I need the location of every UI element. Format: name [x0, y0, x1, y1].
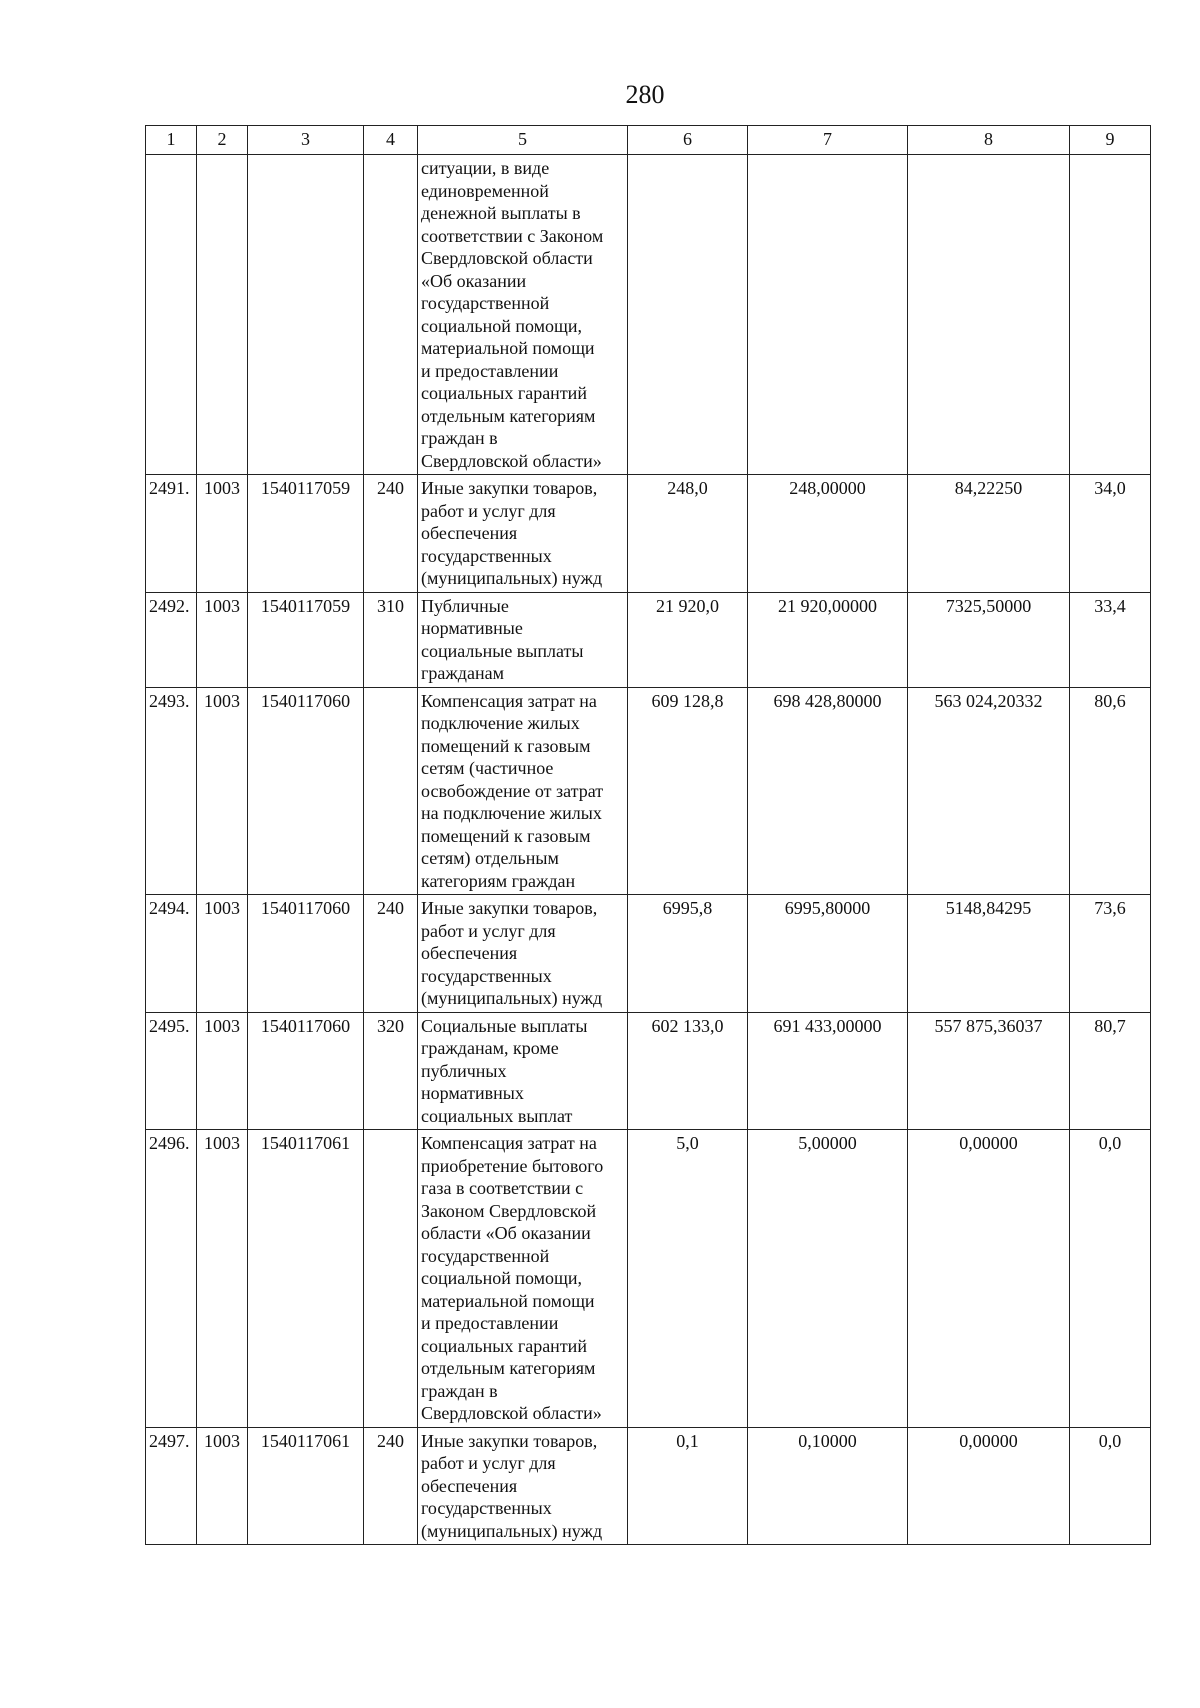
- executed-amount: 0,00000: [908, 1427, 1070, 1545]
- executed-amount: 557 875,36037: [908, 1012, 1070, 1130]
- expense-type-code: 320: [364, 1012, 418, 1130]
- description-line: социальные выплаты: [421, 640, 584, 661]
- execution-percent: 0,0: [1070, 1427, 1151, 1545]
- description-line: освобождение от затрат: [421, 780, 604, 801]
- column-header: 3: [248, 126, 364, 155]
- description-line: обеспечения: [421, 1475, 518, 1496]
- empty-cell: [146, 155, 197, 475]
- row-number: 2493.: [146, 687, 197, 895]
- column-header: 7: [748, 126, 908, 155]
- description-line: (муниципальных) нужд: [421, 988, 603, 1008]
- description-line: государственных: [421, 1498, 552, 1518]
- description-line: государственной: [421, 293, 550, 313]
- description-line: (муниципальных) нужд: [421, 568, 603, 588]
- description-line: граждан в: [421, 428, 498, 448]
- section-code: 1003: [197, 475, 248, 593]
- description-line: материальной помощи: [421, 1290, 595, 1311]
- budget-table: [145, 125, 1151, 1545]
- row-number: 2492.: [146, 592, 197, 687]
- continuation-row: [146, 155, 1151, 475]
- executed-amount: 0,00000: [908, 1130, 1070, 1428]
- expense-type-code: [364, 687, 418, 895]
- description-line: сетям (частичное: [421, 758, 554, 778]
- description-line: работ и услуг для: [421, 920, 556, 941]
- description-line: категориям граждан: [421, 870, 576, 891]
- description-line: Законом Свердловской: [421, 1200, 597, 1221]
- description-line: гражданам, кроме: [421, 1038, 559, 1058]
- description-cell: [418, 592, 628, 687]
- executed-amount: 84,22250: [908, 475, 1070, 593]
- executed-amount: 7325,50000: [908, 592, 1070, 687]
- description-line: Свердловской области»: [421, 1403, 602, 1423]
- section-code: 1003: [197, 1012, 248, 1130]
- description-cell: [418, 895, 628, 1013]
- execution-percent: 33,4: [1070, 592, 1151, 687]
- table-row: [146, 475, 1151, 593]
- target-article-code: 1540117060: [248, 1012, 364, 1130]
- description-line: Компенсация затрат на: [421, 1133, 597, 1153]
- empty-cell: [364, 155, 418, 475]
- description-cell: [418, 1427, 628, 1545]
- description-line: государственных: [421, 545, 552, 566]
- description-line: материальной помощи: [421, 338, 595, 358]
- planned-amount: 21 920,0: [628, 592, 748, 687]
- section-code: 1003: [197, 1130, 248, 1428]
- description-line: Свердловской области»: [421, 450, 602, 471]
- planned-amount: 609 128,8: [628, 687, 748, 895]
- description-line: публичных: [421, 1060, 507, 1081]
- expense-type-code: [364, 1130, 418, 1428]
- empty-cell: [908, 155, 1070, 475]
- empty-cell: [748, 155, 908, 475]
- description-line: единовременной: [421, 180, 549, 201]
- description-line: помещений к газовым: [421, 735, 591, 756]
- description-line: денежной выплаты в: [421, 203, 581, 223]
- column-header: 2: [197, 126, 248, 155]
- description-line: Иные закупки товаров,: [421, 898, 598, 918]
- description-line: приобретение бытового: [421, 1155, 604, 1176]
- column-header: 6: [628, 126, 748, 155]
- description-line: нормативные: [421, 618, 523, 638]
- planned-amount: 0,1: [628, 1427, 748, 1545]
- section-code: 1003: [197, 1427, 248, 1545]
- description-line: нормативных: [421, 1083, 524, 1103]
- description-line: отдельным категориям: [421, 405, 596, 426]
- planned-amount: 6995,8: [628, 895, 748, 1013]
- table-row: [146, 687, 1151, 895]
- execution-percent: 80,6: [1070, 687, 1151, 895]
- execution-percent: 73,6: [1070, 895, 1151, 1013]
- executed-amount: 563 024,20332: [908, 687, 1070, 895]
- refined-amount: 5,00000: [748, 1130, 908, 1428]
- planned-amount: 5,0: [628, 1130, 748, 1428]
- empty-cell: [628, 155, 748, 475]
- refined-amount: 21 920,00000: [748, 592, 908, 687]
- description-line: социальных гарантий: [421, 1335, 587, 1356]
- description-line: обеспечения: [421, 523, 518, 543]
- target-article-code: 1540117060: [248, 895, 364, 1013]
- description-line: на подключение жилых: [421, 803, 602, 823]
- description-line: помещений к газовым: [421, 825, 591, 846]
- description-line: социальных выплат: [421, 1105, 573, 1126]
- page-number: 280: [625, 80, 665, 109]
- description-cell: [418, 1012, 628, 1130]
- description-line: Свердловской области: [421, 248, 593, 268]
- header-row: [146, 126, 1151, 155]
- table-row: [146, 1427, 1151, 1545]
- description-line: Публичные: [421, 595, 509, 616]
- expense-type-code: 240: [364, 895, 418, 1013]
- empty-cell: [248, 155, 364, 475]
- description-line: соответствии с Законом: [421, 225, 604, 246]
- row-number: 2495.: [146, 1012, 197, 1130]
- table-row: [146, 592, 1151, 687]
- empty-cell: [1070, 155, 1151, 475]
- description-line: (муниципальных) нужд: [421, 1520, 603, 1541]
- description-line: ситуации, в виде: [421, 158, 550, 178]
- description-line: и предоставлении: [421, 1313, 559, 1333]
- description-line: обеспечения: [421, 943, 518, 963]
- description-line: «Об оказании: [421, 270, 527, 291]
- row-number: 2491.: [146, 475, 197, 593]
- refined-amount: 6995,80000: [748, 895, 908, 1013]
- description-line: области «Об оказании: [421, 1223, 591, 1243]
- column-header: 4: [364, 126, 418, 155]
- description-line: социальных гарантий: [421, 383, 587, 403]
- refined-amount: 0,10000: [748, 1427, 908, 1545]
- table-row: [146, 1130, 1151, 1428]
- column-header: 9: [1070, 126, 1151, 155]
- target-article-code: 1540117060: [248, 687, 364, 895]
- planned-amount: 602 133,0: [628, 1012, 748, 1130]
- target-article-code: 1540117059: [248, 592, 364, 687]
- section-code: 1003: [197, 687, 248, 895]
- empty-cell: [197, 155, 248, 475]
- row-number: 2496.: [146, 1130, 197, 1428]
- description-line: и предоставлении: [421, 360, 559, 381]
- row-number: 2497.: [146, 1427, 197, 1545]
- execution-percent: 80,7: [1070, 1012, 1151, 1130]
- description-line: социальной помощи,: [421, 315, 583, 336]
- executed-amount: 5148,84295: [908, 895, 1070, 1013]
- refined-amount: 248,00000: [748, 475, 908, 593]
- column-header: 1: [146, 126, 197, 155]
- description-line: Иные закупки товаров,: [421, 1430, 598, 1451]
- column-header: 8: [908, 126, 1070, 155]
- target-article-code: 1540117061: [248, 1427, 364, 1545]
- refined-amount: 691 433,00000: [748, 1012, 908, 1130]
- table-body: [146, 155, 1151, 1545]
- description-line: государственных: [421, 965, 552, 986]
- table-row: [146, 895, 1151, 1013]
- description-cell: [418, 155, 628, 475]
- column-header: 5: [418, 126, 628, 155]
- refined-amount: 698 428,80000: [748, 687, 908, 895]
- row-number: 2494.: [146, 895, 197, 1013]
- planned-amount: 248,0: [628, 475, 748, 593]
- description-line: граждан в: [421, 1380, 498, 1401]
- description-cell: [418, 1130, 628, 1428]
- description-line: работ и услуг для: [421, 500, 556, 521]
- description-line: газа в соответствии с: [421, 1178, 584, 1198]
- description-line: государственной: [421, 1245, 550, 1266]
- execution-percent: 34,0: [1070, 475, 1151, 593]
- target-article-code: 1540117061: [248, 1130, 364, 1428]
- execution-percent: 0,0: [1070, 1130, 1151, 1428]
- description-line: Компенсация затрат на: [421, 690, 597, 711]
- description-line: Социальные выплаты: [421, 1015, 588, 1036]
- expense-type-code: 310: [364, 592, 418, 687]
- section-code: 1003: [197, 592, 248, 687]
- description-line: гражданам: [421, 663, 504, 683]
- description-line: подключение жилых: [421, 713, 580, 733]
- description-line: социальной помощи,: [421, 1268, 583, 1288]
- expense-type-code: 240: [364, 1427, 418, 1545]
- description-cell: [418, 687, 628, 895]
- section-code: 1003: [197, 895, 248, 1013]
- description-line: Иные закупки товаров,: [421, 478, 598, 498]
- table-row: [146, 1012, 1151, 1130]
- description-line: отдельным категориям: [421, 1358, 596, 1378]
- target-article-code: 1540117059: [248, 475, 364, 593]
- description-cell: [418, 475, 628, 593]
- expense-type-code: 240: [364, 475, 418, 593]
- description-line: работ и услуг для: [421, 1453, 556, 1473]
- description-line: сетям) отдельным: [421, 848, 559, 868]
